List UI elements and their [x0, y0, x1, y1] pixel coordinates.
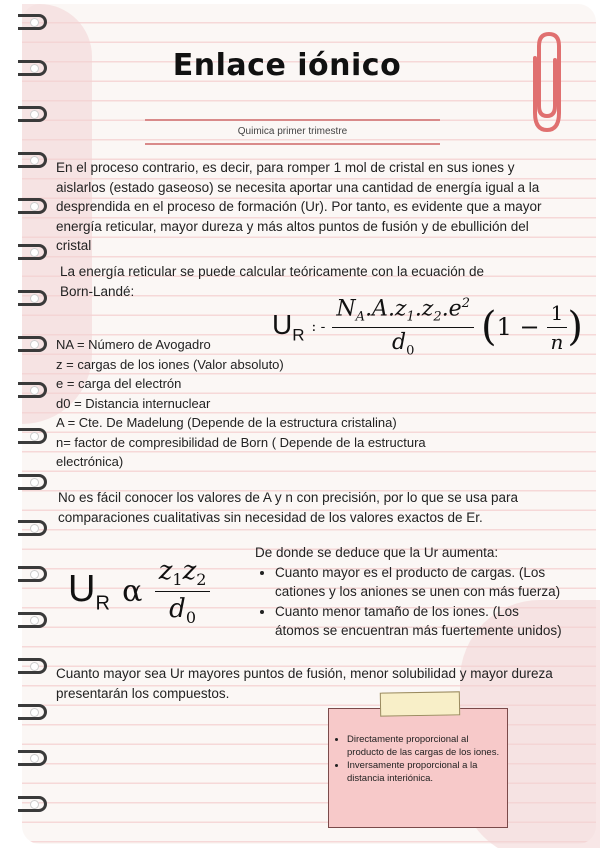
sticky-note — [328, 708, 508, 828]
definition-e: e = carga del electrón — [56, 376, 182, 391]
page-title: Enlace iónico — [172, 48, 402, 83]
spiral-ring — [18, 336, 47, 352]
spiral-ring — [18, 750, 47, 766]
spiral-ring — [18, 566, 47, 582]
prop-numerator: $z_1z_2$ — [155, 556, 211, 592]
prop-fraction — [155, 556, 211, 627]
spiral-ring — [18, 658, 47, 674]
spiral-ring — [18, 14, 47, 30]
page-subtitle: Quimica primer trimestre — [237, 126, 348, 137]
deduce-intro: De donde se deduce que la Ur aumenta: — [255, 545, 499, 560]
prop-denominator: $d_0$ — [169, 594, 197, 628]
spiral-ring — [18, 382, 47, 398]
spiral-ring — [18, 106, 47, 122]
deduce-item: • Cuanto mayor es el producto de cargas. (Los cationes y los aniones se unen con más fuerza) — [275, 563, 565, 602]
formula-paren-one: 1 − — [496, 313, 540, 342]
spiral-ring — [18, 428, 47, 444]
deduce-item: • Cuanto menor tamaño de los iones. (Los átomos se encuentran más fuertemente unidos) — [275, 602, 565, 641]
paragraph-born-lande: La energía reticular se puede calcular teóricamente con la ecuación de Born-Landé: — [60, 264, 485, 299]
spiral-ring — [18, 612, 47, 628]
paperclip-icon — [525, 28, 569, 138]
note-list — [329, 733, 507, 785]
formula-lhs: $U_R$ — [272, 308, 305, 345]
formula-denominator: $d_0$ — [392, 329, 415, 359]
note-item: • Inversamente proporcional a la distancia interiónica. — [347, 759, 501, 785]
spiral-ring — [18, 474, 47, 490]
formula-paren-open: ( — [480, 304, 497, 351]
paragraph-conclusion: Cuanto mayor sea Ur mayores puntos de fusión, menor solubilidad y mayor dureza presentarán los compuestos. — [56, 666, 553, 701]
formula-inner-fraction: $\frac{1}{n}$ — [547, 301, 568, 354]
formula-eq: : - — [311, 319, 326, 336]
paragraph-precision: No es fácil conocer los valores de A y n con precisión, por lo que se usa para comparaciones cualitativas sin necesidad de los valores exactos de Er. — [58, 490, 519, 525]
spiral-ring — [18, 152, 47, 168]
note-item: • Directamente proporcional al producto de las cargas de los iones. — [347, 733, 501, 759]
definition-d0: d0 = Distancia internuclear — [56, 395, 211, 411]
deduce-list — [255, 563, 565, 641]
spiral-ring — [18, 796, 47, 812]
spiral-ring — [18, 290, 47, 306]
deduce-block — [255, 543, 565, 641]
formula-paren-close: ) — [567, 304, 583, 351]
title-rule-top — [145, 119, 440, 121]
formula-numerator: $N_A.A.z_1.z_2.e^2$ — [332, 296, 474, 328]
definitions-list — [56, 335, 476, 472]
spiral-ring — [18, 520, 47, 536]
note-tape — [380, 691, 460, 716]
definition-na: NA = Número de Avogadro — [56, 337, 211, 352]
title-rule-bottom — [145, 143, 440, 145]
proportionality-formula — [68, 556, 243, 640]
paragraph-intro: En el proceso contrario, es decir, para romper 1 mol de cristal en sus iones y aislarlos (estado gaseoso) se necesita aportar una cantidad de energía igual a la desprendida en el proceso de formación (Ur). Por tanto, es evidente que a mayor energía reticular, mayor dureza y más altos puntos de fusión y de ebullición del cristal — [56, 160, 542, 253]
prop-lhs: $U_R$ — [68, 567, 110, 615]
spiral-ring — [18, 704, 47, 720]
definition-a: A = Cte. De Madelung (Depende de la estructura cristalina) — [56, 415, 397, 430]
definition-z: z = cargas de los iones (Valor absoluto) — [56, 356, 284, 372]
prop-alpha: α — [122, 574, 143, 610]
spiral-ring — [18, 198, 47, 214]
definition-n: n= factor de compresibilidad de Born ( Depende de la estructura electrónica) — [56, 434, 426, 469]
spiral-ring — [18, 244, 47, 260]
